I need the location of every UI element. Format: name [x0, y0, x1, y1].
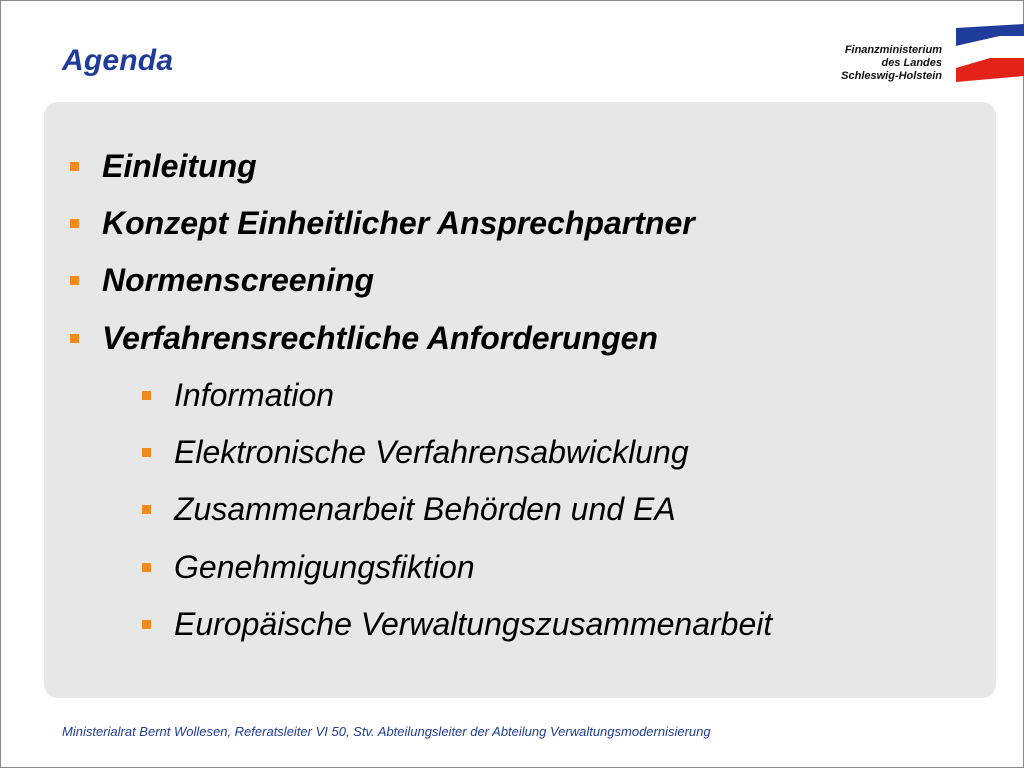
agenda-item-label: Genehmigungsfiktion: [174, 549, 475, 585]
orange-bullet-icon: [142, 505, 151, 514]
agenda-item-label: Information: [174, 377, 335, 413]
orange-bullet-icon: [142, 448, 151, 457]
page-title: Agenda: [62, 44, 174, 77]
orange-bullet-icon: [70, 162, 79, 171]
content-panel: [44, 102, 996, 698]
orange-bullet-icon: [70, 219, 79, 228]
organization-name: [841, 44, 942, 83]
agenda-item-konzept: [70, 205, 695, 242]
agenda-item-einleitung: [70, 148, 257, 185]
org-line-3: Schleswig-Holstein: [841, 70, 942, 82]
agenda-list: [44, 102, 996, 698]
orange-bullet-icon: [70, 334, 79, 343]
orange-bullet-icon: [142, 620, 151, 629]
agenda-subitem-elektronische: [142, 434, 689, 471]
flag-logo-icon: [956, 24, 1024, 82]
org-line-1: Finanzministerium: [844, 44, 942, 56]
agenda-item-label: Elektronische Verfahrensabwicklung: [174, 434, 689, 470]
orange-bullet-icon: [142, 563, 151, 572]
agenda-item-label: Normenscreening: [102, 262, 375, 298]
agenda-subitem-information: [142, 377, 334, 414]
footer-author: Ministerialrat Bernt Wollesen, Referatsleiter VI 50, Stv. Abteilungsleiter der Abteilung Verwaltungsmodernisierung: [62, 724, 711, 739]
agenda-subitem-zusammenarbeit: [142, 491, 676, 528]
org-line-2: des Landes: [881, 57, 942, 69]
agenda-item-label: Europäische Verwaltungszusammenarbeit: [174, 606, 773, 642]
orange-bullet-icon: [70, 276, 79, 285]
agenda-subitem-genehmigungsfiktion: [142, 549, 475, 586]
agenda-item-label: Verfahrensrechtliche Anforderungen: [102, 320, 658, 356]
agenda-item-normenscreening: [70, 262, 374, 299]
orange-bullet-icon: [142, 391, 151, 400]
agenda-item-label: Konzept Einheitlicher Ansprechpartner: [102, 205, 695, 241]
agenda-item-label: Einleitung: [102, 148, 257, 184]
agenda-subitem-europaeische: [142, 606, 772, 643]
agenda-item-label: Zusammenarbeit Behörden und EA: [174, 491, 676, 527]
agenda-item-verfahrensrechtliche: [70, 320, 658, 357]
